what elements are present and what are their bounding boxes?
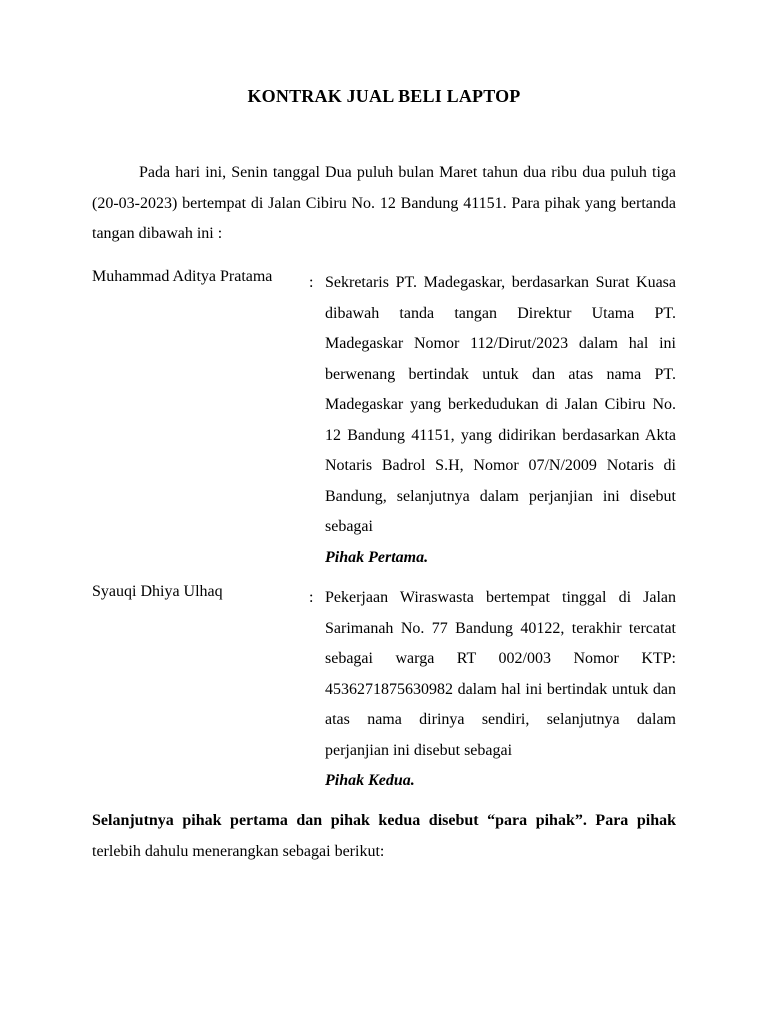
party-second-description-text: Pekerjaan Wiraswasta bertempat tinggal di Jalan Sarimanah No. 77 Bandung 40122, terakhir tercatat sebagai warga RT 002/003 Nomor KTP: 4536271875630982 dalam hal ini bertindak untuk dan atas nama dirinya sendiri, selanjutnya dalam perjanjian ini disebut sebagai bbox=[325, 589, 676, 759]
closing-bold-text: Selanjutnya pihak pertama dan pihak kedua disebut “para pihak”. Para pihak bbox=[92, 812, 676, 829]
party-first-description bbox=[309, 268, 676, 573]
party-first-description-text: Sekretaris PT. Madegaskar, berdasarkan Surat Kuasa dibawah tanda tangan Direktur Utama PT. Madegaskar Nomor 112/Dirut/2023 dalam hal ini berwenang bertindak untuk dan atas nama PT. Madegaskar yang berkedudukan di Jalan Cibiru No. 12 Bandung 41151, yang didirikan berdasarkan Akta Notaris Badrol S.H, Nomor 07/N/2009 Notaris di Bandung, selanjutnya dalam perjanjian ini disebut sebagai bbox=[325, 274, 676, 535]
party-first-name: Muhammad Aditya Pratama bbox=[92, 268, 273, 285]
party-second-role: Pihak Kedua. bbox=[325, 772, 415, 789]
document-title: KONTRAK JUAL BELI LAPTOP bbox=[247, 86, 521, 106]
party-first-colon: : bbox=[309, 274, 314, 291]
closing-paragraph bbox=[92, 806, 676, 867]
party-second-name: Syauqi Dhiya Ulhaq bbox=[92, 583, 223, 600]
party-second-description bbox=[309, 583, 676, 797]
intro-paragraph: Pada hari ini, Senin tanggal Dua puluh bulan Maret tahun dua ribu dua puluh tiga (20-03-2023) bertempat di Jalan Cibiru No. 12 Bandung 41151. Para pihak yang bertanda tangan dibawah ini : bbox=[92, 164, 676, 242]
party-second-colon: : bbox=[309, 589, 314, 606]
party-first-role: Pihak Pertama. bbox=[325, 548, 429, 566]
closing-text: terlebih dahulu menerangkan sebagai berikut: bbox=[92, 842, 385, 860]
